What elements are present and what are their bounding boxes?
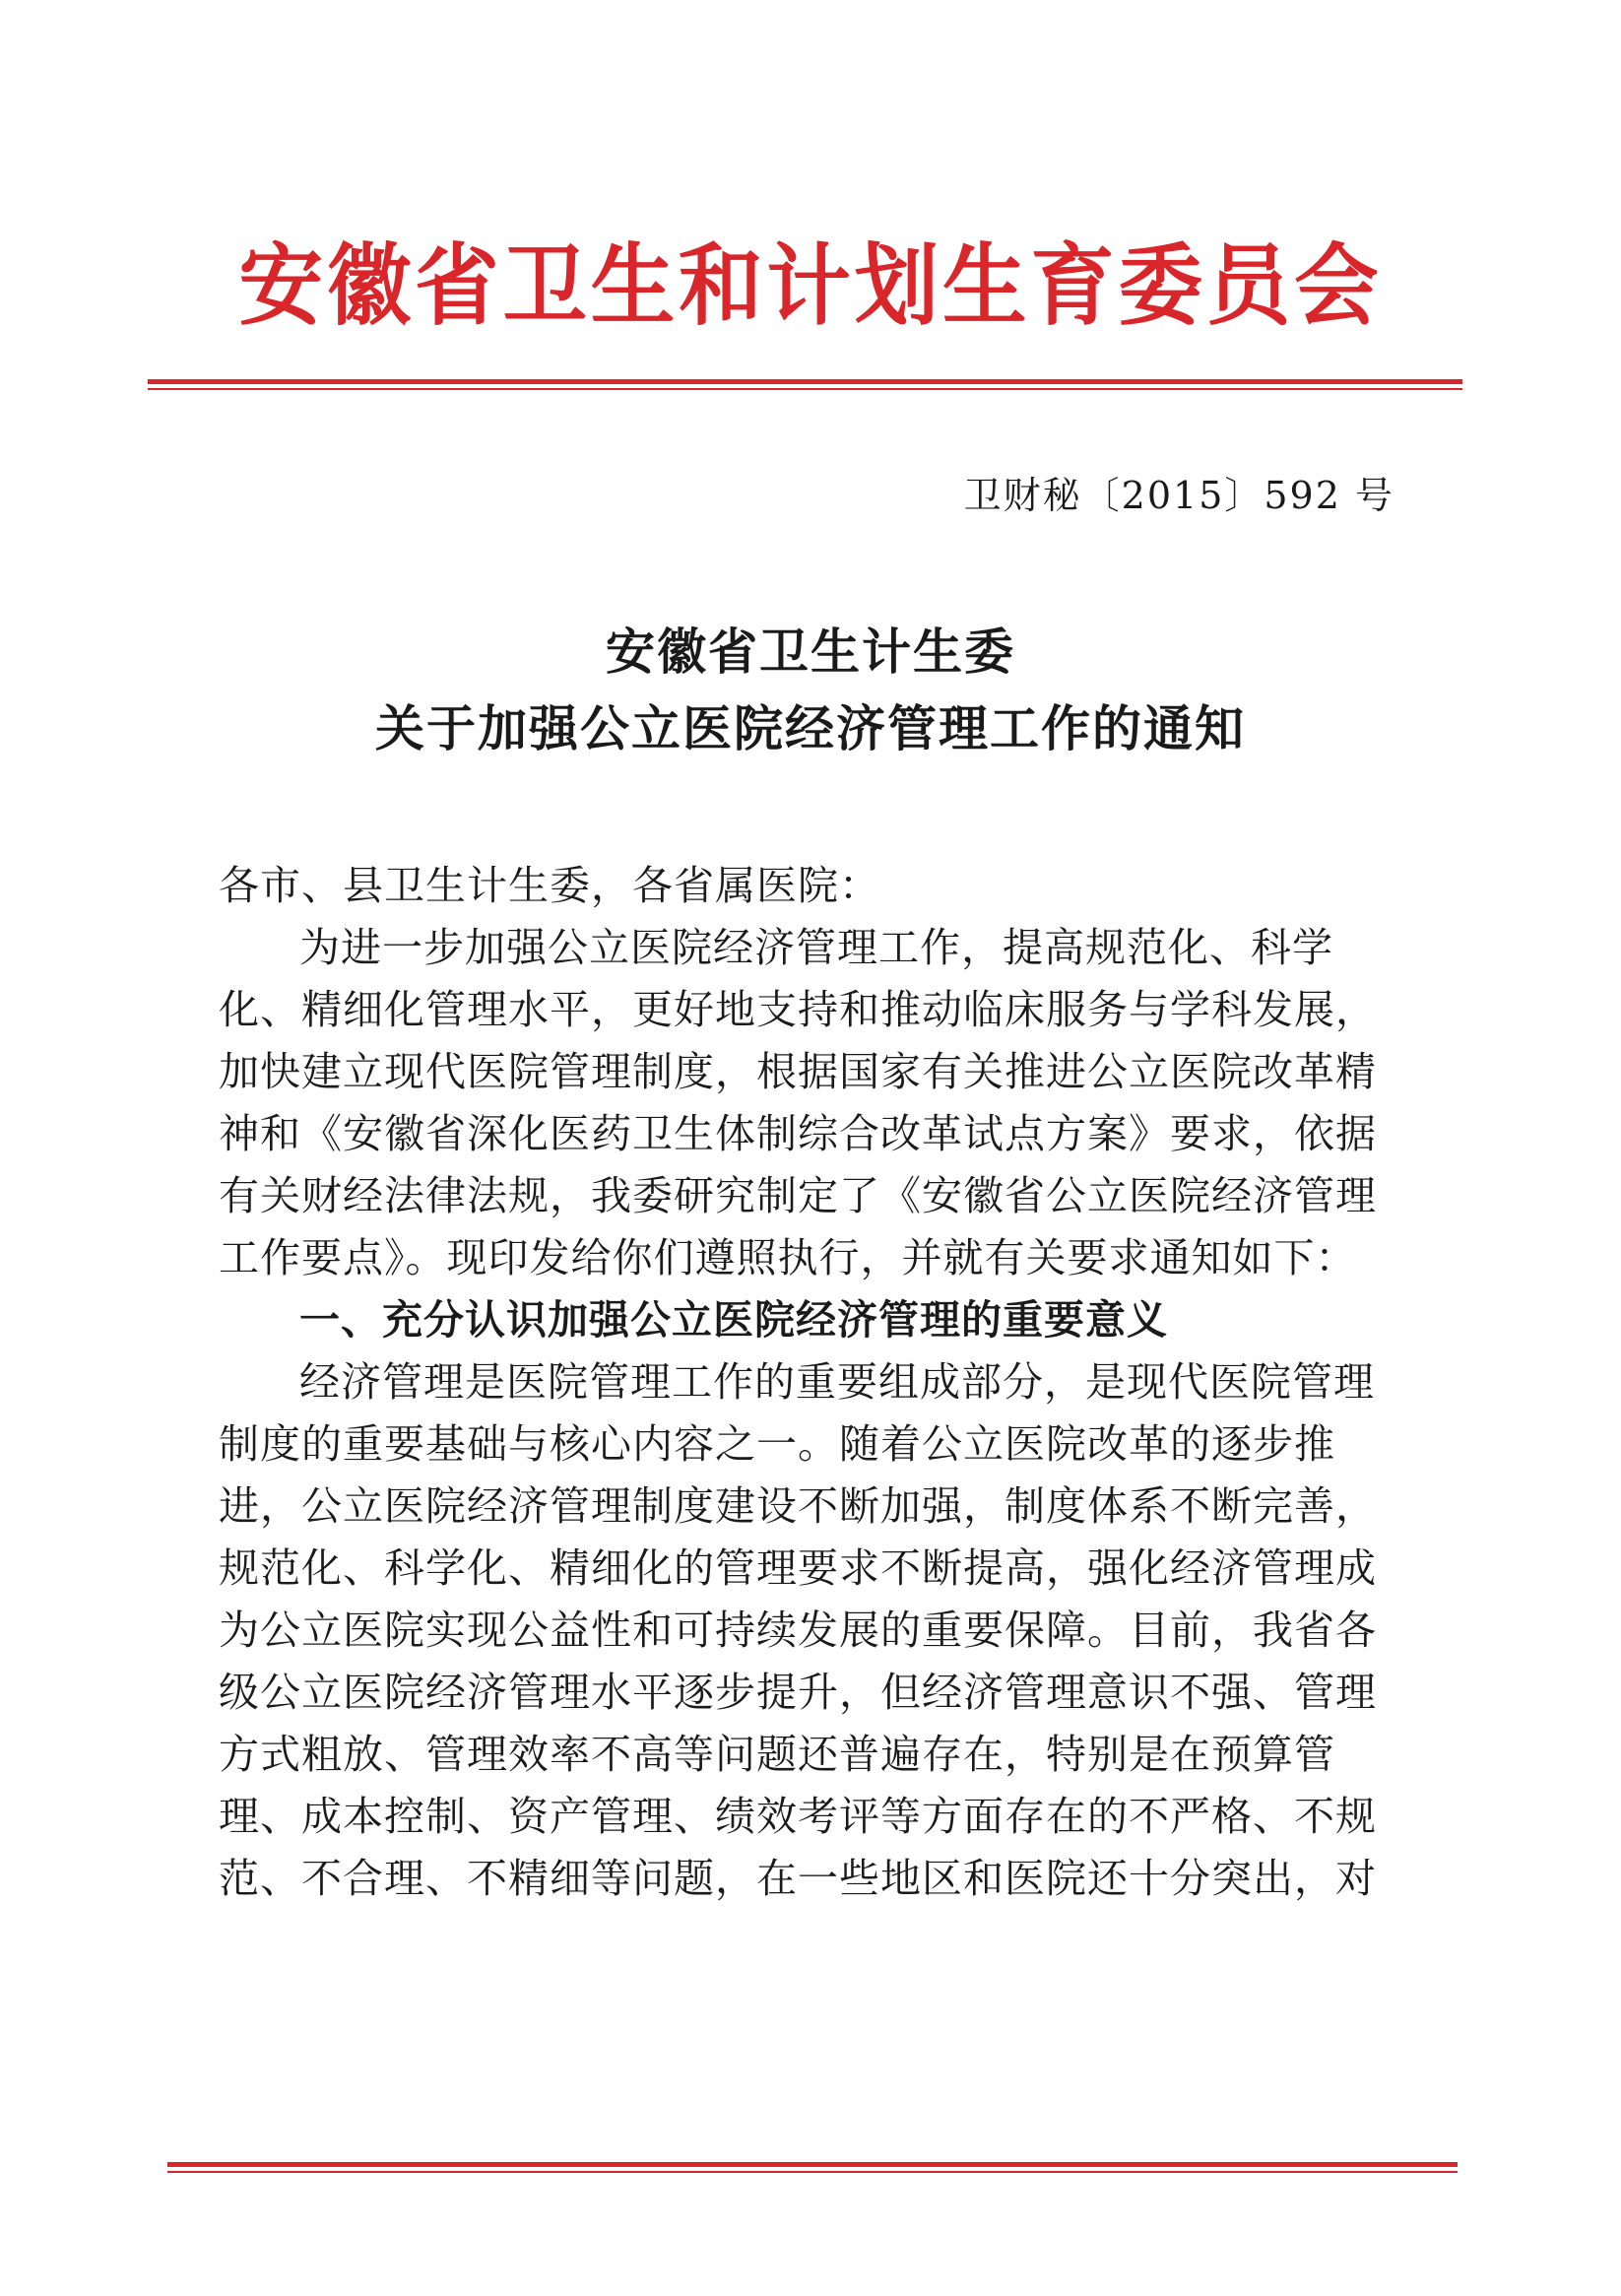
section-heading: 一、充分认识加强公立医院经济管理的重要意义 xyxy=(299,1296,1168,1344)
paragraph-line: 工作要点》。现印发给你们遵照执行，并就有关要求通知如下： xyxy=(219,1234,1357,1281)
paragraph-line: 经济管理是医院管理工作的重要组成部分，是现代医院管理 xyxy=(299,1358,1375,1406)
paragraph-line: 神和《安徽省深化医药卫生体制综合改革试点方案》要求，依据 xyxy=(219,1110,1377,1157)
paragraph-line: 为进一步加强公立医院经济管理工作，提高规范化、科学 xyxy=(299,924,1333,971)
footer-red-rule xyxy=(167,2162,1458,2173)
paragraph-line: 制度的重要基础与核心内容之一。随着公立医院改革的逐步推 xyxy=(219,1420,1335,1468)
paragraph-line: 级公立医院经济管理水平逐步提升，但经济管理意识不强、管理 xyxy=(219,1669,1377,1716)
paragraph-line: 理、成本控制、资产管理、绩效考评等方面存在的不严格、不规 xyxy=(219,1793,1377,1840)
paragraph-line: 范、不合理、不精细等问题，在一些地区和医院还十分突出，对 xyxy=(219,1855,1377,1902)
document-body xyxy=(219,855,1420,1910)
paragraph-line: 规范化、科学化、精细化的管理要求不断提高，强化经济管理成 xyxy=(219,1544,1377,1592)
paragraph-line: 为公立医院实现公益性和可持续发展的重要保障。目前，我省各 xyxy=(219,1607,1377,1654)
addressee: 各市、县卫生计生委，各省属医院： xyxy=(219,862,880,909)
document-number: 卫财秘〔2015〕592 号 xyxy=(963,474,1394,517)
issuing-organization-header: 安徽省卫生和计划生育委员会 xyxy=(238,233,1383,338)
paragraph-line: 有关财经法律法规，我委研究制定了《安徽省公立医院经济管理 xyxy=(219,1172,1377,1219)
notice-title-line-1: 安徽省卫生计生委 xyxy=(606,623,1015,681)
header-red-rule xyxy=(148,379,1462,390)
paragraph-line: 加快建立现代医院管理制度，根据国家有关推进公立医院改革精 xyxy=(219,1048,1377,1095)
paragraph-line: 进，公立医院经济管理制度建设不断加强，制度体系不断完善， xyxy=(219,1482,1377,1530)
paragraph-line: 化、精细化管理水平，更好地支持和推动临床服务与学科发展， xyxy=(219,986,1377,1033)
notice-title-line-2: 关于加强公立医院经济管理工作的通知 xyxy=(375,699,1246,757)
paragraph-line: 方式粗放、管理效率不高等问题还普遍存在，特别是在预算管 xyxy=(219,1731,1335,1778)
